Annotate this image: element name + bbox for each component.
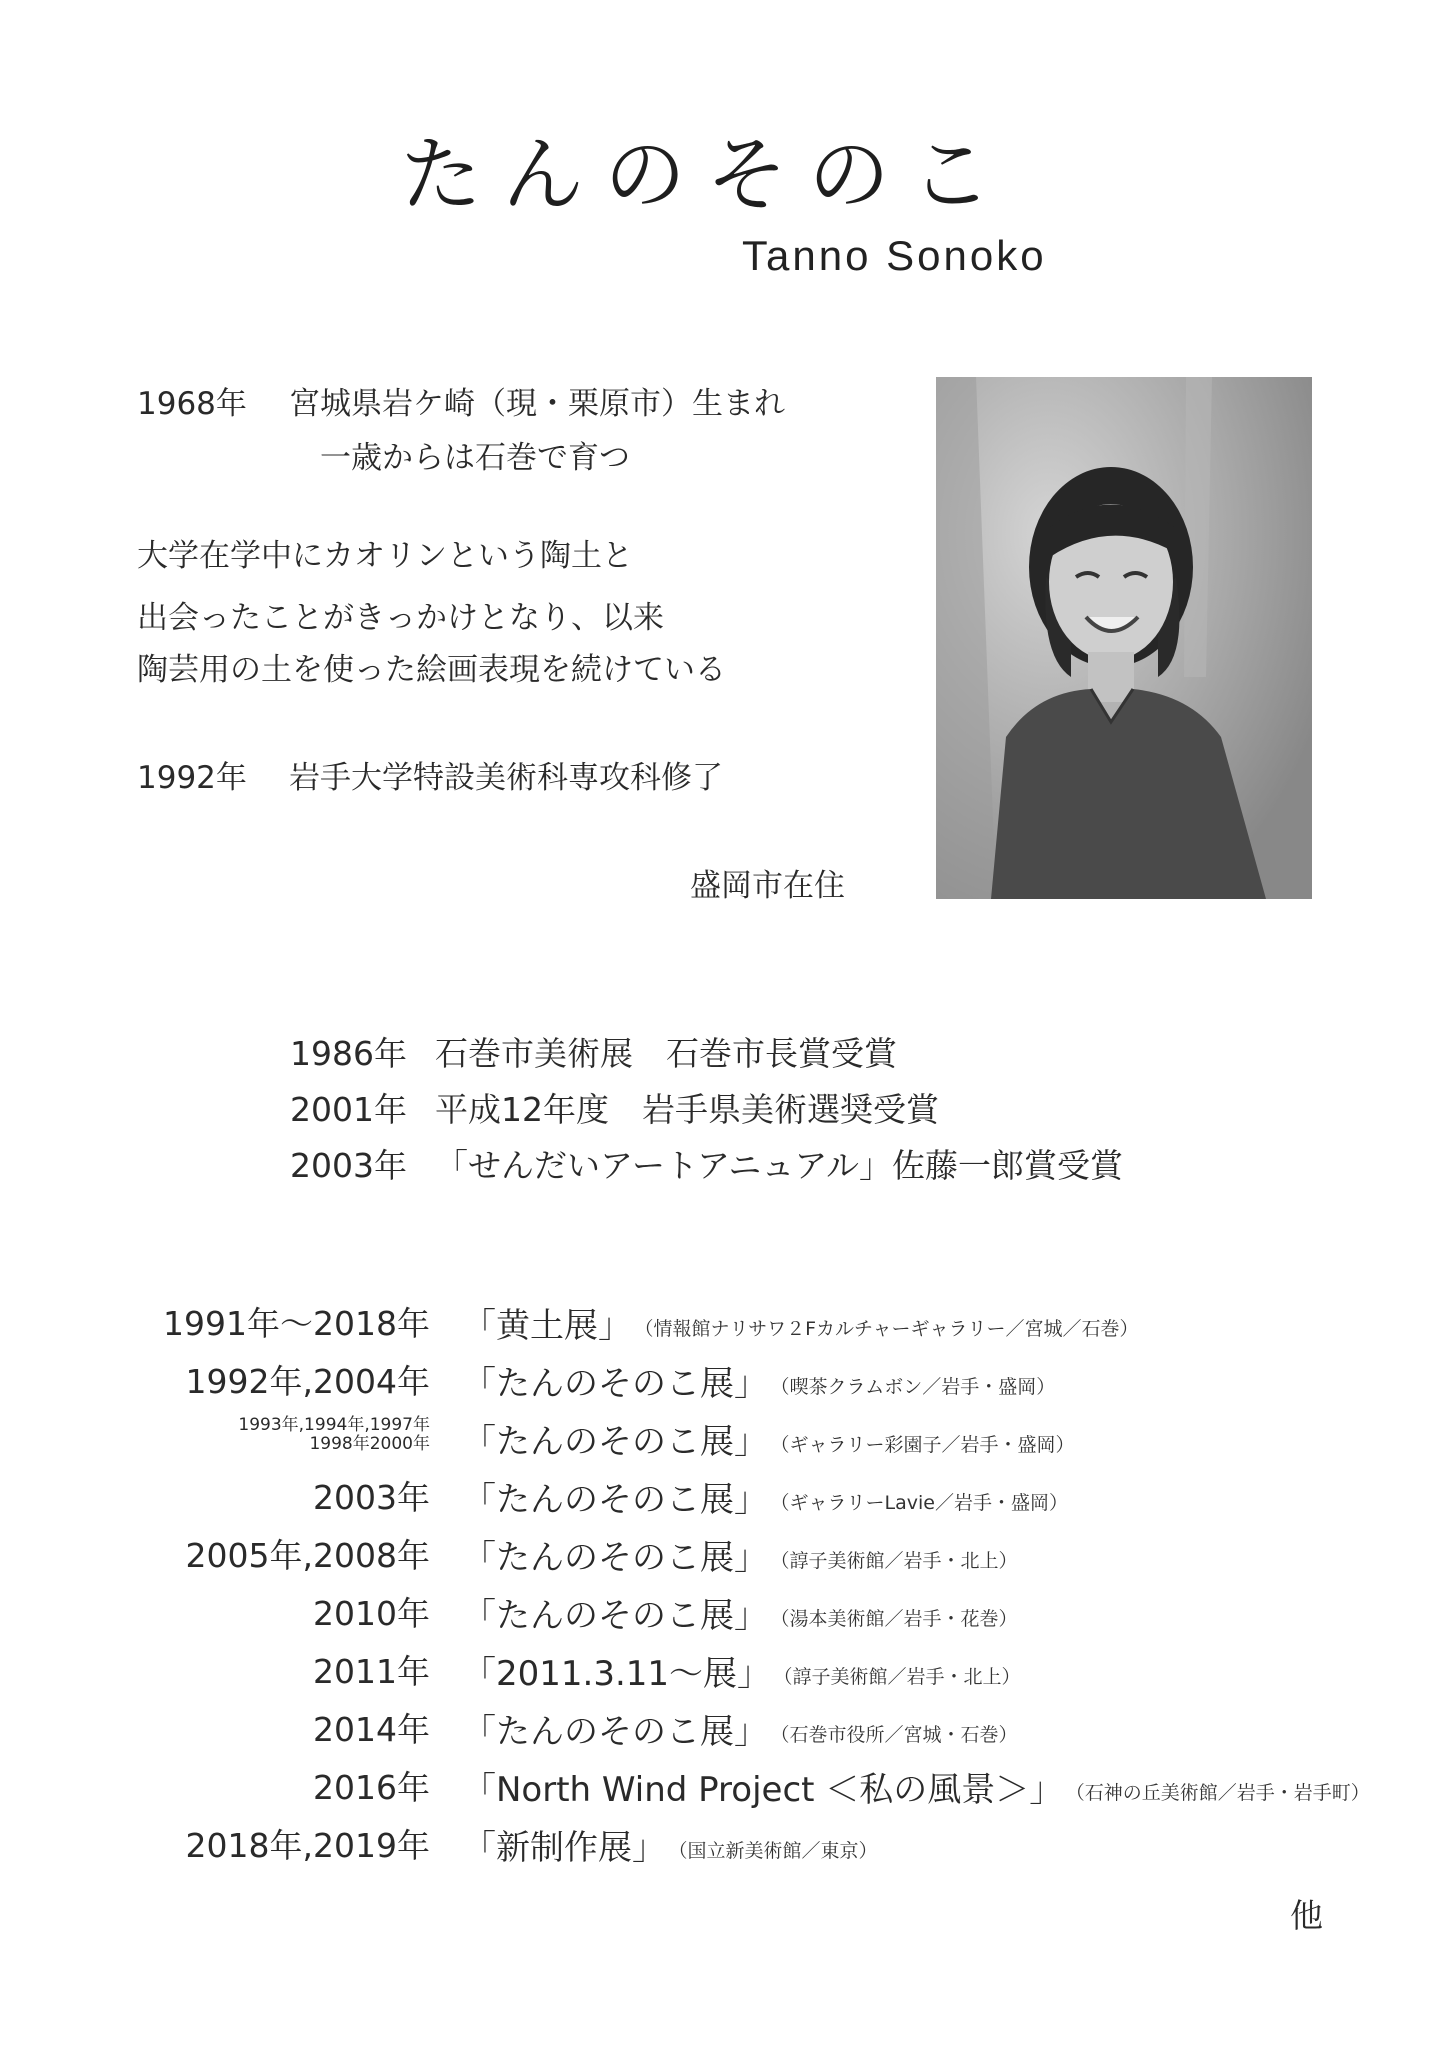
bio-paragraph-line: 陶芸用の土を使った絵画表現を続けている <box>137 652 726 688</box>
others-label: 他 <box>1290 1896 1323 1935</box>
exhibition-title: 「たんのそのこ展」 <box>462 1364 768 1404</box>
exhibition-year: 1992年,2004年 <box>185 1362 430 1401</box>
exhibition-row <box>0 1820 1448 1880</box>
exhibition-title: 「たんのそのこ展」 <box>462 1712 768 1752</box>
exhibition-title: 「たんのそのこ展」 <box>462 1422 768 1462</box>
bio-paragraph-line: 出会ったことがきっかけとなり、以来 <box>137 600 664 636</box>
exhibition-row <box>0 1762 1448 1822</box>
award-year: 1986年 <box>290 1034 407 1073</box>
exhibition-year: 2014年 <box>313 1710 430 1749</box>
exhibition-title: 「たんのそのこ展」 <box>462 1538 768 1578</box>
bio-birth-line <box>137 378 785 423</box>
exhibition-venue: （国立新美術館／東京） <box>678 1840 878 1862</box>
exhibition-venue: （ギャラリーLavie／岩手・盛岡） <box>780 1492 1068 1514</box>
exhibition-row <box>0 1704 1448 1764</box>
exhibition-title: 「North Wind Project ＜私の風景＞」 <box>462 1770 1064 1810</box>
award-text: 「せんだいアートアニュアル」佐藤一郎賞受賞 <box>435 1146 1124 1185</box>
exhibition-title-line <box>462 1646 1021 1695</box>
exhibition-venue: （湯本美術館／岩手・花巻） <box>780 1608 1018 1630</box>
exhibition-row <box>0 1414 1448 1474</box>
award-item <box>290 1028 897 1075</box>
exhibition-year: 2018年,2019年 <box>185 1826 430 1865</box>
exhibition-venue: （ギャラリー彩園子／岩手・盛岡） <box>780 1434 1075 1456</box>
exhibition-title-line <box>462 1472 1068 1521</box>
artist-name-roman: Tanno Sonoko <box>742 232 1047 279</box>
exhibition-venue: （石巻市役所／宮城・石巻） <box>780 1724 1018 1746</box>
portrait-figure-icon <box>936 377 1312 899</box>
exhibition-row <box>0 1646 1448 1706</box>
bio-birth-text: 宮城県岩ケ崎（現・栗原市）生まれ <box>289 386 785 422</box>
exhibition-row <box>0 1472 1448 1532</box>
exhibition-title-line <box>462 1762 1370 1811</box>
exhibition-row <box>0 1588 1448 1648</box>
award-item <box>290 1140 1123 1187</box>
award-item <box>290 1084 939 1131</box>
exhibition-title-line <box>462 1704 1018 1753</box>
exhibition-row <box>0 1356 1448 1416</box>
exhibition-title-line <box>462 1820 878 1869</box>
exhibition-venue: （諄子美術館／岩手・北上） <box>783 1666 1021 1688</box>
exhibition-year-line: 1993年,1994年,1997年 <box>238 1415 430 1435</box>
exhibition-title-line <box>462 1356 1055 1405</box>
exhibition-year: 2005年,2008年 <box>185 1536 430 1575</box>
exhibition-title: 「たんのそのこ展」 <box>462 1480 768 1520</box>
exhibition-title-line <box>462 1588 1018 1637</box>
exhibition-row <box>0 1530 1448 1590</box>
exhibition-venue: （諄子美術館／岩手・北上） <box>780 1550 1018 1572</box>
bio-grad-year: 1992年 <box>137 760 247 796</box>
award-text: 平成12年度 岩手県美術選奨受賞 <box>435 1090 939 1129</box>
exhibition-venue: （情報館ナリサワ２Fカルチャーギャラリー／宮城／石巻） <box>644 1318 1139 1340</box>
exhibition-title-line <box>462 1530 1018 1579</box>
bio-grad-text: 岩手大学特設美術科専攻科修了 <box>289 760 723 796</box>
award-text: 石巻市美術展 石巻市長賞受賞 <box>435 1034 897 1073</box>
exhibition-title: 「黄土展」 <box>462 1306 632 1346</box>
exhibition-title-line <box>462 1298 1138 1347</box>
portrait-photo <box>936 377 1312 899</box>
exhibition-title: 「2011.3.11〜展」 <box>462 1654 772 1694</box>
exhibition-venue: （喫茶クラムボン／岩手・盛岡） <box>780 1376 1056 1398</box>
bio-residence: 盛岡市在住 <box>690 868 845 904</box>
exhibition-row <box>0 1298 1448 1358</box>
exhibition-year: 2011年 <box>313 1652 430 1691</box>
exhibition-year: 1991年〜2018年 <box>163 1304 430 1343</box>
exhibition-title: 「新制作展」 <box>462 1828 666 1868</box>
exhibition-year: 2016年 <box>313 1768 430 1807</box>
bio-paragraph-line: 大学在学中にカオリンという陶土と <box>137 538 633 574</box>
exhibition-title-line <box>462 1414 1075 1463</box>
exhibition-year-line: 1998年2000年 <box>309 1434 430 1454</box>
artist-name-kana: たんのそのこ <box>400 128 1013 223</box>
bio-grad-line <box>137 752 723 797</box>
award-year: 2001年 <box>290 1090 407 1129</box>
exhibition-venue: （石神の丘美術館／岩手・岩手町） <box>1075 1782 1370 1804</box>
exhibition-title: 「たんのそのこ展」 <box>462 1596 768 1636</box>
exhibition-year: 2003年 <box>313 1478 430 1517</box>
bio-birth-year: 1968年 <box>137 386 247 422</box>
exhibition-year: 2010年 <box>313 1594 430 1633</box>
award-year: 2003年 <box>290 1146 407 1185</box>
bio-raised-line: 一歳からは石巻で育つ <box>320 440 630 476</box>
exhibition-year <box>238 1416 430 1454</box>
